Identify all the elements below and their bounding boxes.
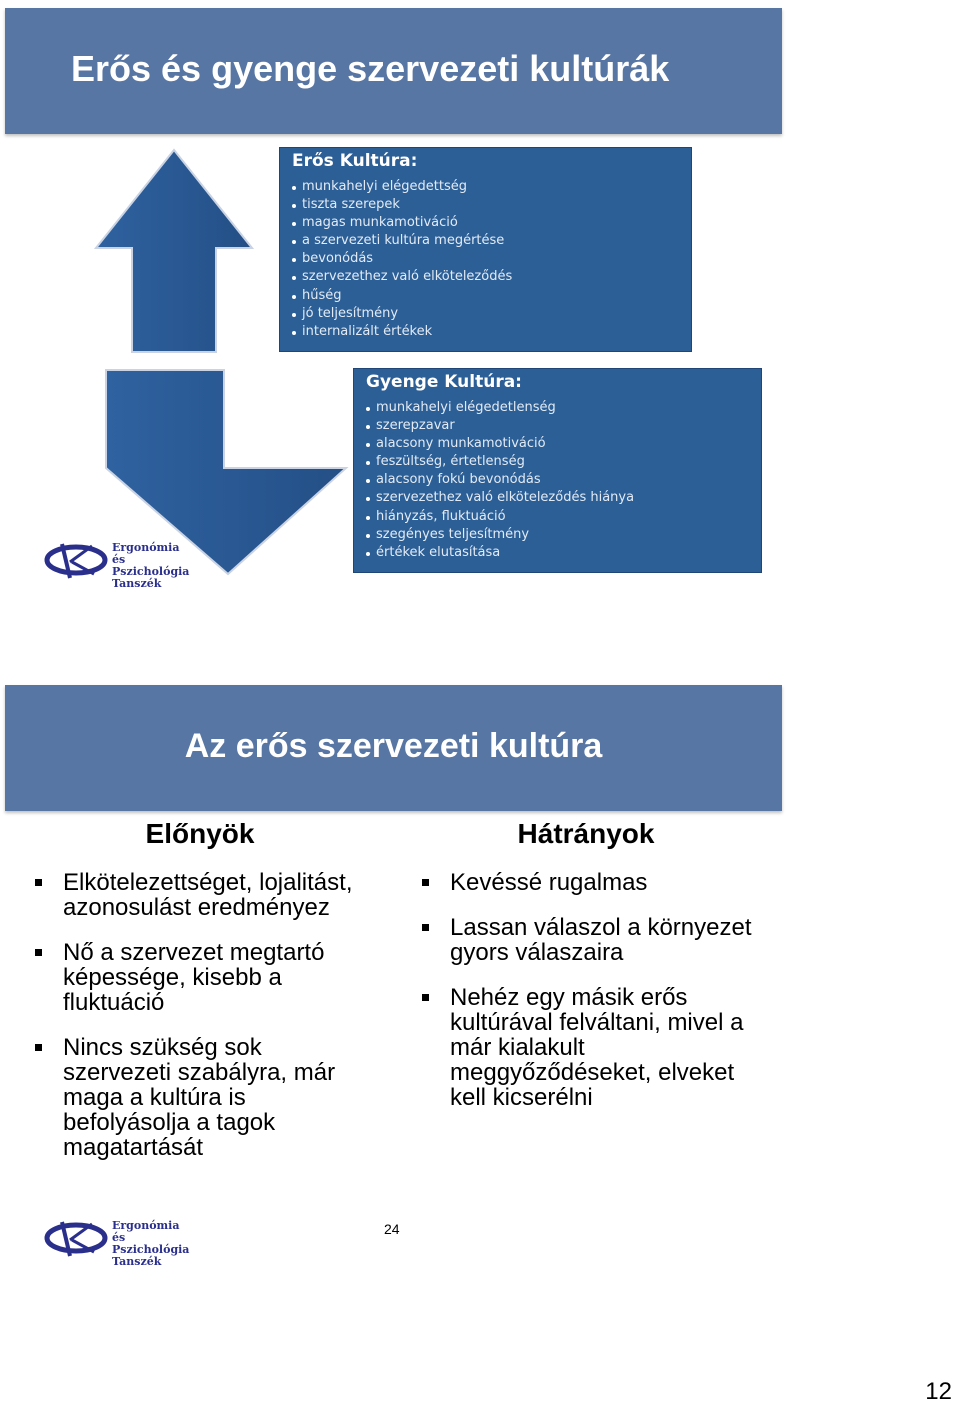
weak-culture-box: [353, 368, 762, 573]
list-item: értékek elutasítása: [366, 544, 749, 562]
list-item: Nincs szükség sok szervezeti szabályra, már maga a kultúra is befolyásolja a tagok magatartását: [33, 1035, 373, 1160]
slide2-title-band: [5, 685, 782, 811]
logo-mark-icon: [44, 1216, 110, 1260]
logo-line-2: Pszichológia: [112, 1243, 190, 1256]
list-item: szegényes teljesítmény: [366, 526, 749, 544]
logo-line-3: Tanszék: [112, 1255, 162, 1268]
weak-culture-heading: Gyenge Kultúra:: [366, 372, 522, 392]
cons-list: [420, 870, 760, 1130]
list-item: bevonódás: [292, 250, 679, 268]
logo-line-2: Pszichológia: [112, 565, 190, 578]
slide2-title: Az erős szervezeti kultúra: [184, 727, 603, 765]
logo-line-3: Tanszék: [112, 577, 162, 590]
pros-heading: Előnyök: [145, 818, 255, 849]
weak-culture-list: [366, 399, 749, 562]
list-item: feszültség, értetlenség: [366, 453, 749, 471]
department-logo: [44, 538, 190, 590]
logo-mark-icon: [44, 538, 110, 582]
slide1-title: Erős és gyenge szervezeti kultúrák: [71, 48, 670, 89]
list-item: Kevéssé rugalmas: [420, 870, 760, 895]
slide1-title-band: [5, 8, 782, 134]
list-item: jó teljesítmény: [292, 305, 679, 323]
page-number: 12: [925, 1378, 952, 1405]
arrow-up-icon: [94, 148, 254, 354]
list-item: Nő a szervezet megtartó képessége, kisebb a fluktuáció: [33, 940, 373, 1015]
list-item: alacsony munkamotiváció: [366, 435, 749, 453]
pros-list: [33, 870, 373, 1180]
list-item: Lassan válaszol a környezet gyors válaszaira: [420, 915, 760, 965]
strong-culture-list: [292, 178, 679, 341]
list-item: magas munkamotiváció: [292, 214, 679, 232]
list-item: szervezethez való elköteleződés hiánya: [366, 489, 749, 507]
list-item: munkahelyi elégedetlenség: [366, 399, 749, 417]
list-item: internalizált értékek: [292, 323, 679, 341]
list-item: munkahelyi elégedettség: [292, 178, 679, 196]
cons-heading: Hátrányok: [517, 818, 655, 849]
list-item: alacsony fokú bevonódás: [366, 471, 749, 489]
list-item: szerepzavar: [366, 417, 749, 435]
logo-line-1: Ergonómia és: [112, 541, 180, 566]
department-logo: [44, 1216, 190, 1268]
list-item: Nehéz egy másik erős kultúrával felváltani, mivel a már kialakult meggyőződéseket, elveket kell kicserélni: [420, 985, 760, 1110]
strong-culture-box: [279, 147, 692, 352]
strong-culture-heading: Erős Kultúra:: [292, 151, 418, 171]
list-item: tiszta szerepek: [292, 196, 679, 214]
list-item: hűség: [292, 287, 679, 305]
slide-number: 24: [384, 1221, 400, 1237]
list-item: Elkötelezettséget, lojalitást, azonosulást eredményez: [33, 870, 373, 920]
list-item: hiányzás, fluktuáció: [366, 508, 749, 526]
list-item: szervezethez való elköteleződés: [292, 268, 679, 286]
list-item: a szervezeti kultúra megértése: [292, 232, 679, 250]
logo-line-1: Ergonómia és: [112, 1219, 180, 1244]
